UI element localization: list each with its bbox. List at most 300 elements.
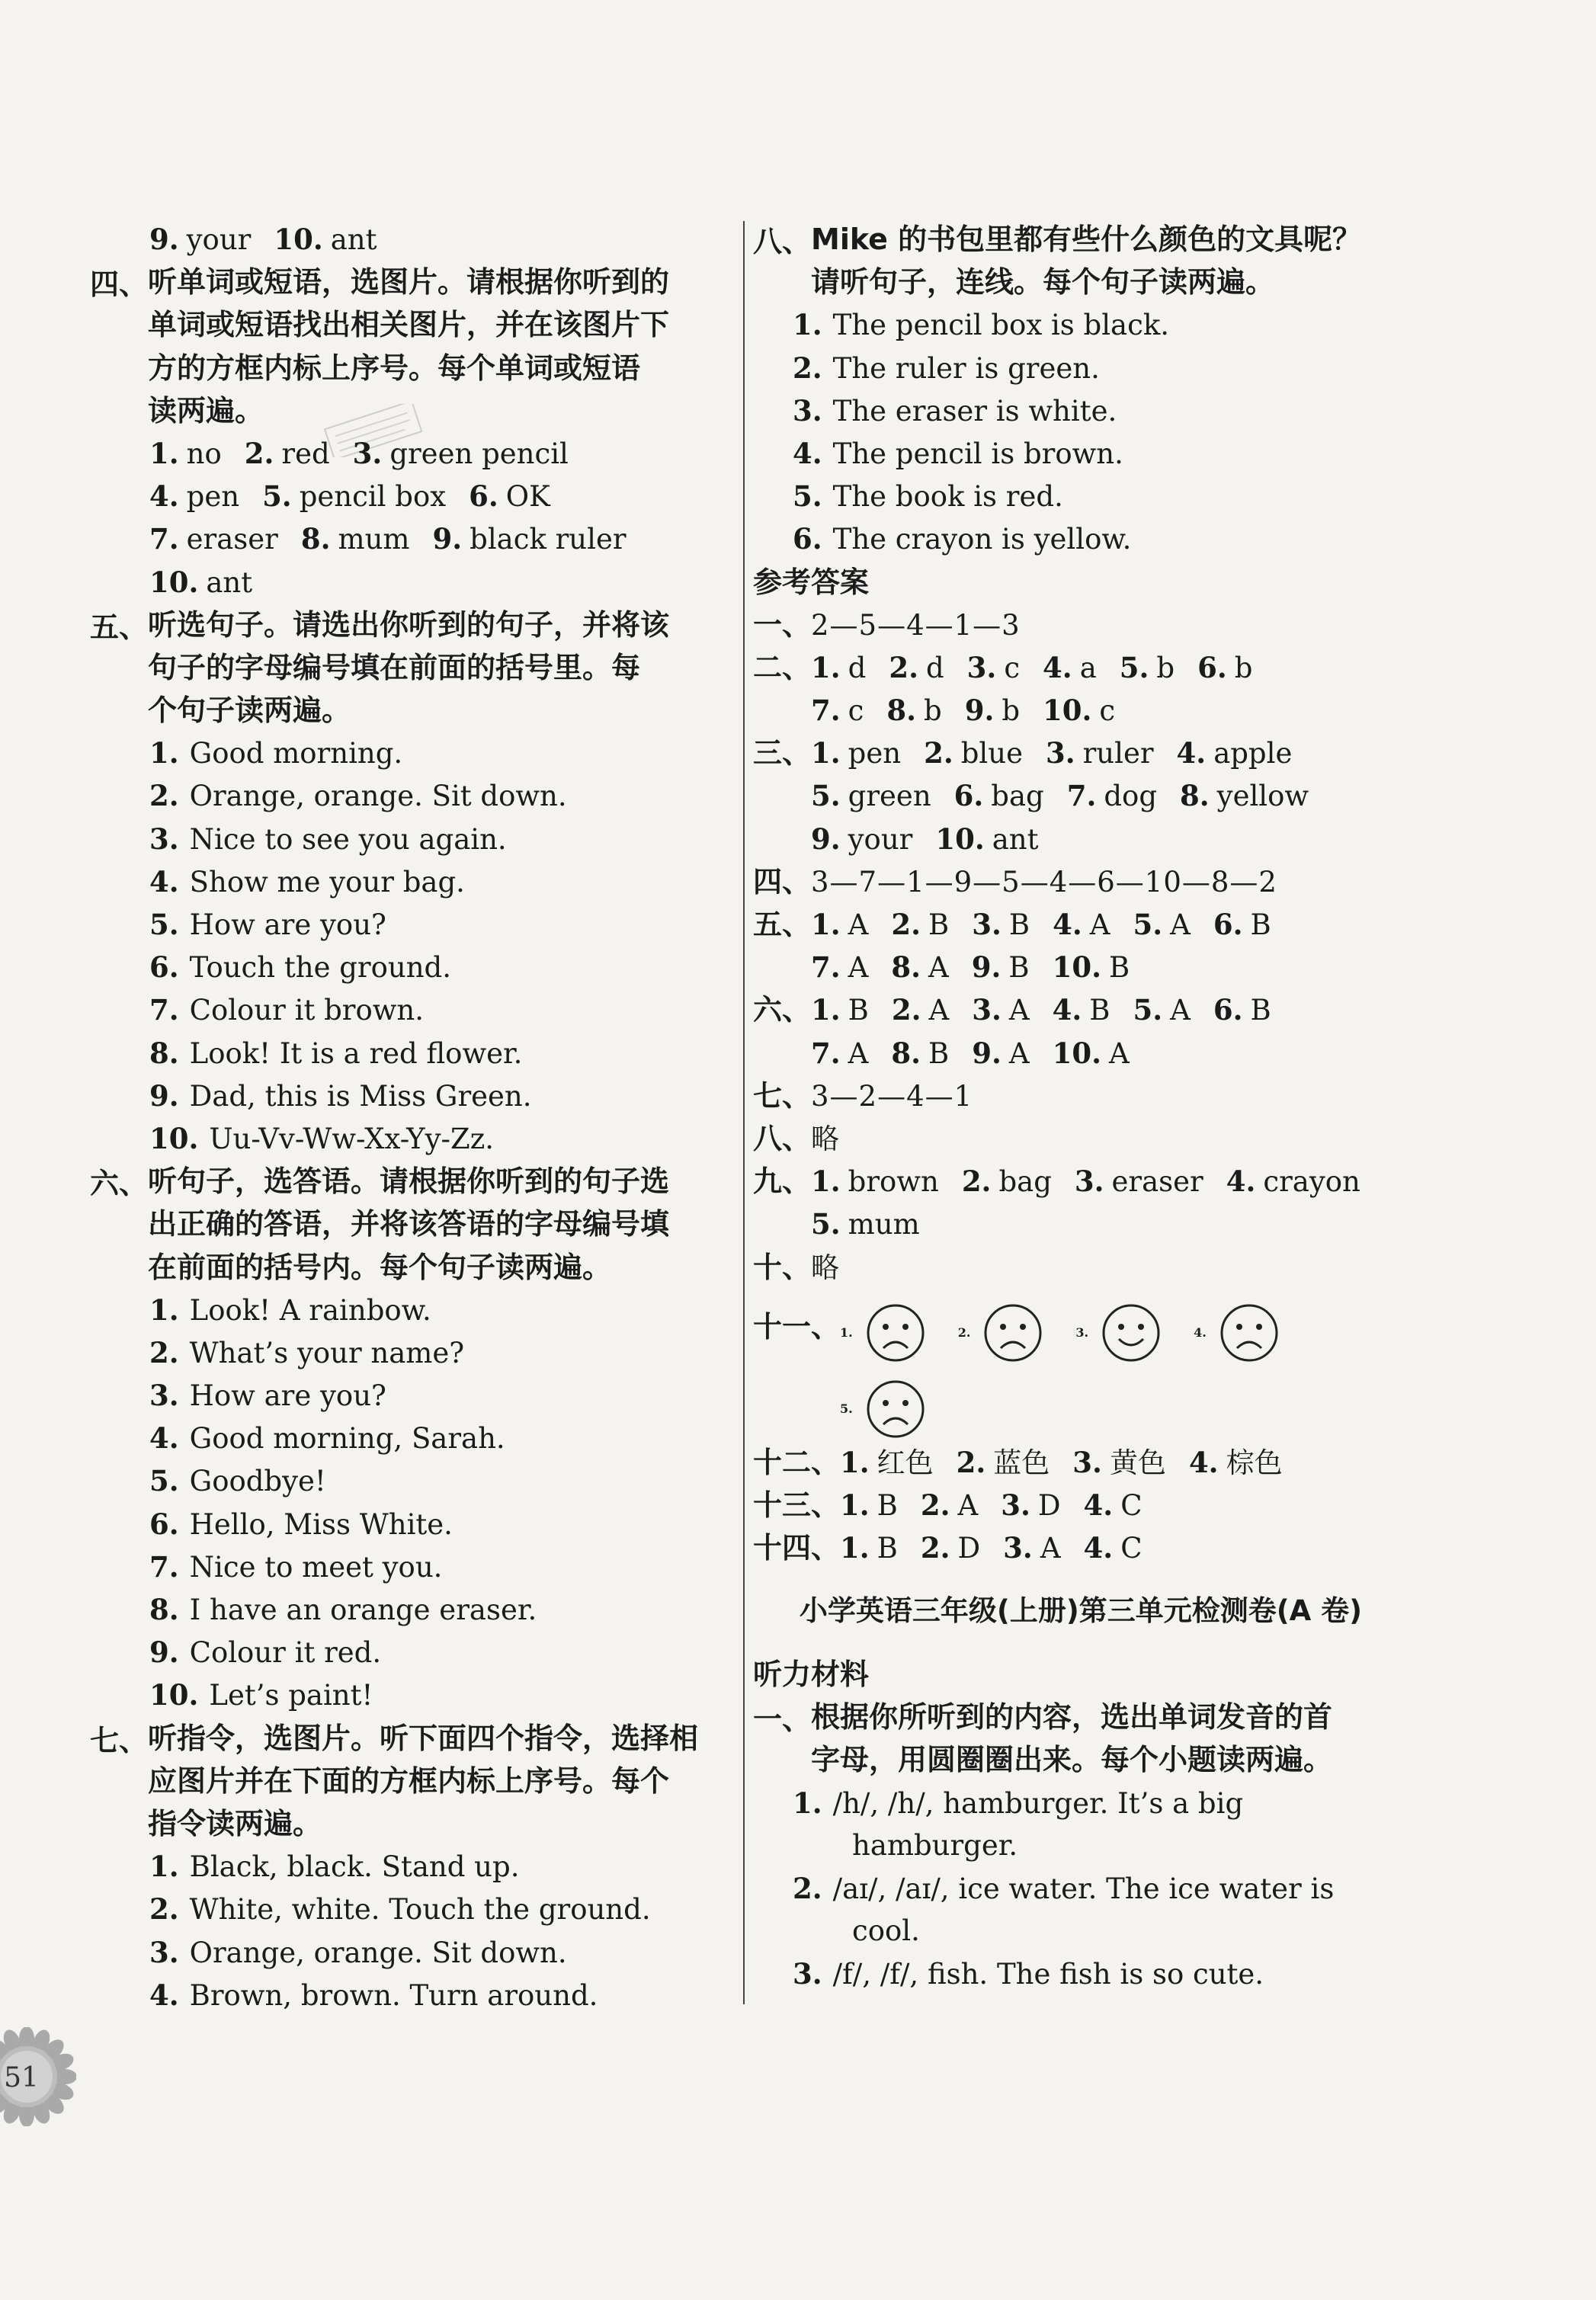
item-text: d bbox=[848, 651, 867, 684]
item-text: Look! A rainbow. bbox=[189, 1293, 431, 1327]
list-item bbox=[753, 347, 1409, 389]
item-number: 5. bbox=[262, 479, 292, 514]
item-text: B bbox=[848, 994, 869, 1027]
item-text: c bbox=[1099, 694, 1116, 728]
item-text: a bbox=[1079, 651, 1097, 684]
item-text: Colour it red. bbox=[189, 1636, 382, 1670]
item-number: 3. bbox=[1074, 1164, 1104, 1199]
item-text: red bbox=[281, 437, 330, 470]
item bbox=[1133, 908, 1190, 941]
item-text: 蓝色 bbox=[993, 1446, 1050, 1479]
list-item bbox=[753, 475, 1409, 517]
item-text: Nice to meet you. bbox=[189, 1550, 443, 1584]
answer-a5-row bbox=[753, 946, 1409, 988]
item bbox=[1177, 737, 1293, 770]
item-number: 6. bbox=[1197, 650, 1227, 684]
section-4-row bbox=[90, 432, 730, 475]
answer-label: 六、 bbox=[753, 993, 812, 1027]
section-7-heading-row bbox=[90, 1717, 730, 1846]
item-text: A bbox=[1040, 1532, 1061, 1565]
instruction-line: 根据你所听到的内容，选出单词发音的首 bbox=[811, 1700, 1333, 1735]
item-text: A bbox=[848, 1036, 869, 1070]
item-number: 5. bbox=[793, 479, 822, 514]
section-instructions bbox=[148, 604, 730, 732]
item-number: 4. bbox=[1176, 736, 1207, 770]
item bbox=[469, 475, 550, 518]
item-text: B bbox=[928, 908, 950, 941]
item bbox=[889, 652, 944, 684]
item bbox=[811, 1037, 868, 1070]
item-number: 1. bbox=[149, 1293, 179, 1327]
item-text: Let’s paint! bbox=[209, 1679, 373, 1712]
item-text: B bbox=[1250, 994, 1271, 1027]
item-text: A bbox=[1008, 994, 1030, 1027]
item-number: 3. bbox=[793, 1957, 822, 1991]
item-text: B bbox=[928, 1036, 950, 1070]
top-items-row bbox=[90, 218, 730, 261]
item-number: 8. bbox=[886, 694, 917, 728]
item-number: 1. bbox=[840, 1531, 870, 1565]
answer-a4 bbox=[753, 860, 1409, 903]
item-text: A bbox=[1170, 908, 1191, 941]
item bbox=[1213, 994, 1271, 1027]
answer-a13 bbox=[753, 1484, 1409, 1526]
items-group bbox=[811, 780, 1332, 812]
item-text: /h/, /h/, hamburger. It’s a big bbox=[832, 1786, 1244, 1820]
answer-label: 十一、 bbox=[753, 1309, 841, 1344]
item bbox=[1197, 652, 1252, 684]
answer-a8 bbox=[753, 1117, 1409, 1160]
item-text: How are you? bbox=[189, 908, 386, 941]
list-item bbox=[90, 903, 730, 946]
item-text: Orange, orange. Sit down. bbox=[189, 1936, 567, 1969]
item bbox=[262, 475, 446, 518]
item bbox=[1046, 737, 1154, 770]
item-text: B bbox=[1108, 951, 1130, 985]
item-number: 3. bbox=[793, 393, 822, 428]
items-group bbox=[149, 218, 730, 261]
list-item bbox=[90, 732, 730, 774]
item-number: 4. bbox=[149, 1421, 179, 1456]
item bbox=[921, 1489, 978, 1522]
item-text: /aɪ/, /aɪ/, ice water. The ice water is bbox=[832, 1872, 1335, 1905]
item bbox=[921, 1532, 980, 1565]
item-number: 9. bbox=[964, 694, 995, 728]
item-number: 7. bbox=[149, 522, 179, 556]
section-8-heading bbox=[753, 218, 1409, 303]
item-text: pen bbox=[848, 737, 902, 770]
section-4-row bbox=[90, 475, 730, 517]
answer-a9-row bbox=[753, 1203, 1409, 1245]
item bbox=[1075, 1165, 1203, 1198]
item-text: B bbox=[1250, 908, 1271, 941]
page-number: 51 bbox=[4, 2062, 39, 2093]
item-number: 8. bbox=[891, 1036, 921, 1070]
item bbox=[1053, 1037, 1130, 1070]
answer-a6-row bbox=[753, 988, 1409, 1031]
item bbox=[811, 908, 868, 941]
answer-label: 十、 bbox=[753, 1250, 812, 1284]
item-number: 9. bbox=[432, 522, 463, 556]
answer-label: 十四、 bbox=[753, 1531, 841, 1565]
item-number: 4. bbox=[149, 479, 179, 514]
list-item bbox=[90, 1117, 730, 1160]
left-column bbox=[90, 218, 730, 2017]
section-number: 一、 bbox=[753, 1703, 812, 1737]
list-item bbox=[90, 1931, 730, 1974]
section-number: 四、 bbox=[90, 267, 149, 302]
item-number: 8. bbox=[149, 1593, 179, 1626]
item-text: D bbox=[957, 1532, 981, 1565]
list-item bbox=[753, 432, 1409, 475]
item-text: c bbox=[848, 694, 864, 728]
item-number: 3. bbox=[972, 908, 1002, 941]
answer-label: 二、 bbox=[753, 650, 812, 684]
item-text: b bbox=[1234, 651, 1253, 684]
list-item bbox=[753, 1782, 1409, 1824]
item-number: 2. bbox=[793, 351, 822, 385]
item bbox=[962, 1165, 1052, 1198]
answer-label: 十二、 bbox=[753, 1445, 841, 1479]
instruction-line: 字母，用圆圈圈出来。每个小题读两遍。 bbox=[811, 1743, 1333, 1777]
item-text: mum bbox=[848, 1208, 920, 1241]
item bbox=[1053, 951, 1130, 984]
answer-label: 五、 bbox=[753, 908, 812, 941]
item-number: 5. bbox=[1119, 650, 1149, 684]
answer-a11-row bbox=[753, 1365, 1409, 1441]
item bbox=[1120, 652, 1175, 684]
item-number: 4. bbox=[1053, 908, 1082, 941]
item-text: your bbox=[848, 822, 913, 856]
list-item bbox=[90, 988, 730, 1031]
item-text: eraser bbox=[186, 523, 278, 556]
item-number: 10. bbox=[935, 822, 985, 856]
items-group bbox=[811, 908, 1294, 941]
answer-label: 一、 bbox=[753, 607, 812, 642]
item-text: A bbox=[1108, 1036, 1130, 1070]
item-number: 2. bbox=[961, 1164, 992, 1199]
item-number: 1. bbox=[811, 908, 841, 941]
item-number: 4. bbox=[149, 1978, 179, 2012]
sad-face-icon bbox=[865, 1302, 926, 1363]
item-text: Goodbye! bbox=[189, 1465, 326, 1498]
items-group bbox=[149, 432, 730, 476]
list-item bbox=[90, 1075, 730, 1117]
instruction-line: 出正确的答语，并将该答语的字母编号填 bbox=[148, 1207, 670, 1241]
items-group bbox=[811, 694, 1138, 727]
item bbox=[811, 1208, 920, 1241]
item bbox=[1072, 1446, 1166, 1479]
item-number: 5. bbox=[811, 779, 841, 813]
item-number: 5. bbox=[811, 1207, 841, 1241]
item bbox=[149, 561, 252, 604]
item-number: 3. bbox=[1075, 1325, 1089, 1340]
section-instructions bbox=[811, 218, 1409, 303]
answer-label: 十三、 bbox=[753, 1488, 841, 1522]
answer-sequence: 2—5—4—1—3 bbox=[811, 608, 1021, 642]
item-text: B bbox=[877, 1532, 898, 1565]
item-text: 棕色 bbox=[1226, 1446, 1283, 1479]
item bbox=[811, 694, 864, 727]
item-number: 4. bbox=[1083, 1488, 1114, 1522]
section-6-heading bbox=[90, 1160, 730, 1289]
item-number: 6. bbox=[1213, 908, 1243, 941]
item-number: 3. bbox=[149, 1935, 179, 1969]
item bbox=[811, 951, 868, 984]
instruction-line: 句子的字母编号填在前面的括号里。每 bbox=[148, 650, 641, 684]
item-text: ant bbox=[330, 223, 377, 256]
section-instructions bbox=[148, 1717, 730, 1846]
item-number: 8. bbox=[1180, 779, 1210, 813]
item bbox=[1226, 1165, 1360, 1198]
item bbox=[967, 652, 1020, 684]
answer-sequence: 略 bbox=[811, 1251, 841, 1284]
list-item bbox=[753, 1952, 1409, 1995]
item bbox=[811, 652, 866, 684]
answer-a9-row bbox=[753, 1160, 1409, 1203]
item-text: 红色 bbox=[877, 1446, 934, 1479]
instruction-line: 听单词或短语，选图片。请根据你听到的 bbox=[148, 265, 670, 300]
list-item bbox=[90, 1888, 730, 1930]
item bbox=[1003, 1532, 1060, 1565]
item-number: 6. bbox=[149, 950, 179, 985]
item-number: 2. bbox=[920, 1488, 950, 1522]
item-number: 9. bbox=[971, 950, 1002, 985]
list-item bbox=[90, 860, 730, 903]
item-continuation: cool. bbox=[852, 1914, 920, 1948]
instruction-line: 请听句子，连线。每个句子读两遍。 bbox=[811, 265, 1275, 300]
item-text: mum bbox=[338, 523, 410, 556]
list-item bbox=[90, 774, 730, 817]
item-number: 1. bbox=[149, 436, 179, 470]
item-number: 5. bbox=[149, 908, 179, 941]
item-number: 7. bbox=[149, 1549, 179, 1584]
item bbox=[149, 517, 278, 561]
answer-a6-row bbox=[753, 1032, 1409, 1075]
item-text: green bbox=[848, 780, 931, 813]
item-text: Good morning. bbox=[189, 737, 403, 770]
item-number: 10. bbox=[1043, 694, 1092, 728]
item bbox=[924, 737, 1023, 770]
item bbox=[1189, 1446, 1283, 1479]
item-number: 4. bbox=[149, 864, 179, 899]
list-item bbox=[90, 1588, 730, 1631]
items-group bbox=[811, 1037, 1152, 1070]
item bbox=[1043, 652, 1097, 684]
item-text: Touch the ground. bbox=[189, 951, 451, 985]
listening-title: 听力材料 bbox=[753, 1658, 870, 1692]
item-text: bag bbox=[998, 1165, 1052, 1199]
item-number: 2. bbox=[891, 908, 921, 941]
item-number: 1. bbox=[793, 1786, 822, 1820]
answer-label: 四、 bbox=[753, 864, 812, 899]
item bbox=[891, 1037, 949, 1070]
item-text: What’s your name? bbox=[189, 1336, 465, 1369]
item-number: 3. bbox=[1001, 1488, 1030, 1522]
item-text: b bbox=[1002, 694, 1021, 728]
item-number: 6. bbox=[953, 779, 984, 813]
list-item bbox=[753, 517, 1409, 560]
item bbox=[886, 694, 941, 727]
answer-sequence: 3—2—4—1 bbox=[811, 1079, 973, 1113]
item-text: b bbox=[924, 694, 942, 728]
item-number: 1. bbox=[811, 1164, 841, 1199]
item bbox=[245, 432, 330, 476]
item bbox=[840, 1446, 934, 1479]
items-group bbox=[811, 1165, 1383, 1198]
item-text: The crayon is yellow. bbox=[832, 523, 1132, 556]
item-number: 9. bbox=[149, 223, 179, 256]
answer-a12 bbox=[753, 1441, 1409, 1484]
item-number: 1. bbox=[149, 1850, 179, 1884]
instruction-line: 听句子，选答语。请根据你听到的句子选 bbox=[148, 1164, 670, 1199]
answer-sequence: 3—7—1—9—5—4—6—10—8—2 bbox=[811, 865, 1277, 899]
section-4-row bbox=[90, 561, 730, 604]
instruction-line: 单词或短语找出相关图片，并在该图片下 bbox=[148, 308, 670, 342]
answer-label: 九、 bbox=[753, 1164, 812, 1199]
item-number: 6. bbox=[1213, 993, 1243, 1027]
answer-a3-row bbox=[753, 732, 1409, 774]
unit3-section-1-heading bbox=[753, 1696, 1409, 1781]
answer-label: 七、 bbox=[753, 1078, 812, 1113]
answer-label: 八、 bbox=[753, 1121, 812, 1155]
item-text: ant bbox=[992, 822, 1039, 856]
item-number: 2. bbox=[244, 436, 274, 470]
instruction-line: 听指令，选图片。听下面四个指令，选择相 bbox=[148, 1721, 699, 1755]
items-group bbox=[811, 994, 1294, 1027]
item-text: A bbox=[1089, 908, 1110, 941]
item-text: dog bbox=[1104, 780, 1158, 813]
item-number: 10. bbox=[149, 1678, 199, 1712]
item bbox=[301, 517, 410, 561]
item-text: no bbox=[186, 437, 222, 470]
answer-a3-row bbox=[753, 774, 1409, 817]
item-text: brown bbox=[848, 1165, 939, 1199]
items-group bbox=[811, 951, 1152, 984]
items-group bbox=[811, 737, 1315, 770]
instruction-line: 听选句子。请选出你听到的句子，并将该 bbox=[148, 607, 670, 642]
list-item bbox=[90, 1845, 730, 1888]
item bbox=[811, 994, 869, 1027]
item-number: 2. bbox=[889, 650, 918, 684]
item bbox=[840, 1489, 898, 1522]
item bbox=[1133, 994, 1190, 1027]
item bbox=[935, 823, 1038, 856]
item bbox=[811, 737, 901, 770]
answer-a2-row bbox=[753, 689, 1409, 732]
instruction-line: 个句子读两遍。 bbox=[148, 694, 351, 728]
item-text: /f/, /f/, fish. The fish is so cute. bbox=[832, 1958, 1264, 1991]
answer-sequence: 略 bbox=[811, 1122, 841, 1155]
list-item bbox=[90, 818, 730, 860]
item-number: 4. bbox=[793, 436, 822, 470]
item-number: 7. bbox=[811, 694, 841, 728]
instruction-line: 读两遍。 bbox=[148, 393, 264, 428]
item-text: The pencil box is black. bbox=[832, 309, 1170, 342]
item-text: C bbox=[1120, 1488, 1143, 1522]
unit3-title: 小学英语三年级(上册)第三单元检测卷(A 卷) bbox=[799, 1594, 1363, 1628]
answers-title: 参考答案 bbox=[753, 565, 870, 599]
item-text: Uu-Vv-Ww-Xx-Yy-Zz. bbox=[209, 1122, 494, 1155]
item-text: your bbox=[186, 223, 252, 256]
face-item bbox=[840, 1371, 926, 1447]
section-number: 七、 bbox=[90, 1723, 149, 1757]
item-number: 4. bbox=[1083, 1531, 1114, 1565]
item-text: The pencil is brown. bbox=[832, 437, 1123, 470]
answer-a1 bbox=[753, 604, 1409, 646]
item-text: pen bbox=[186, 480, 240, 514]
item-text: The book is red. bbox=[832, 480, 1063, 514]
list-item bbox=[90, 1032, 730, 1075]
items-group bbox=[149, 517, 730, 561]
item-number: 1. bbox=[840, 1488, 870, 1522]
item-number: 4. bbox=[1052, 993, 1082, 1027]
item-number: 4. bbox=[1194, 1325, 1207, 1340]
item bbox=[149, 432, 222, 476]
item-number: 8. bbox=[300, 522, 331, 556]
item-text: c bbox=[1004, 651, 1021, 684]
item-text: D bbox=[1037, 1488, 1061, 1522]
item-number: 2. bbox=[149, 1892, 179, 1927]
section-number: 六、 bbox=[90, 1167, 149, 1201]
right-column bbox=[753, 218, 1409, 1996]
section-instructions bbox=[811, 1696, 1409, 1781]
item-text: Look! It is a red flower. bbox=[189, 1036, 523, 1070]
item-text: yellow bbox=[1216, 780, 1309, 813]
item-number: 2. bbox=[924, 736, 953, 770]
item-number: 1. bbox=[793, 308, 822, 342]
item-number: 3. bbox=[1072, 1445, 1102, 1479]
item-number: 10. bbox=[149, 1121, 199, 1155]
item-number: 4. bbox=[1226, 1164, 1256, 1199]
item bbox=[353, 432, 569, 476]
answer-a7 bbox=[753, 1075, 1409, 1117]
section-8-heading-row bbox=[753, 218, 1409, 303]
item-text: Good morning, Sarah. bbox=[189, 1422, 505, 1456]
sad-face-icon bbox=[982, 1302, 1043, 1363]
item-text: B bbox=[1008, 951, 1030, 985]
item-text: apple bbox=[1213, 737, 1293, 770]
item-text: ruler bbox=[1082, 737, 1154, 770]
item-number: 7. bbox=[811, 950, 841, 985]
item-text: ant bbox=[206, 565, 253, 599]
item-number: 9. bbox=[149, 1078, 179, 1113]
item bbox=[1043, 694, 1115, 727]
item-number: 3. bbox=[1003, 1531, 1033, 1565]
list-item bbox=[90, 1289, 730, 1331]
column-divider bbox=[743, 221, 745, 2004]
list-item bbox=[753, 303, 1409, 346]
item bbox=[1084, 1489, 1143, 1522]
item bbox=[274, 218, 377, 261]
item-text: Hello, Miss White. bbox=[189, 1507, 453, 1541]
item-text: pencil box bbox=[299, 480, 447, 514]
item-number: 2. bbox=[793, 1872, 822, 1905]
item-text: B bbox=[1008, 908, 1030, 941]
item bbox=[965, 694, 1020, 727]
item bbox=[433, 517, 627, 561]
item-number: 1. bbox=[840, 1445, 870, 1479]
item-number: 3. bbox=[149, 1379, 179, 1413]
items-group bbox=[811, 652, 1275, 684]
item bbox=[1213, 908, 1271, 941]
answer-a14 bbox=[753, 1526, 1409, 1569]
item-number: 2. bbox=[957, 1325, 971, 1340]
item bbox=[1053, 994, 1110, 1027]
section-5-heading bbox=[90, 604, 730, 732]
item-text: Brown, brown. Turn around. bbox=[189, 1978, 598, 2012]
item bbox=[149, 475, 239, 518]
